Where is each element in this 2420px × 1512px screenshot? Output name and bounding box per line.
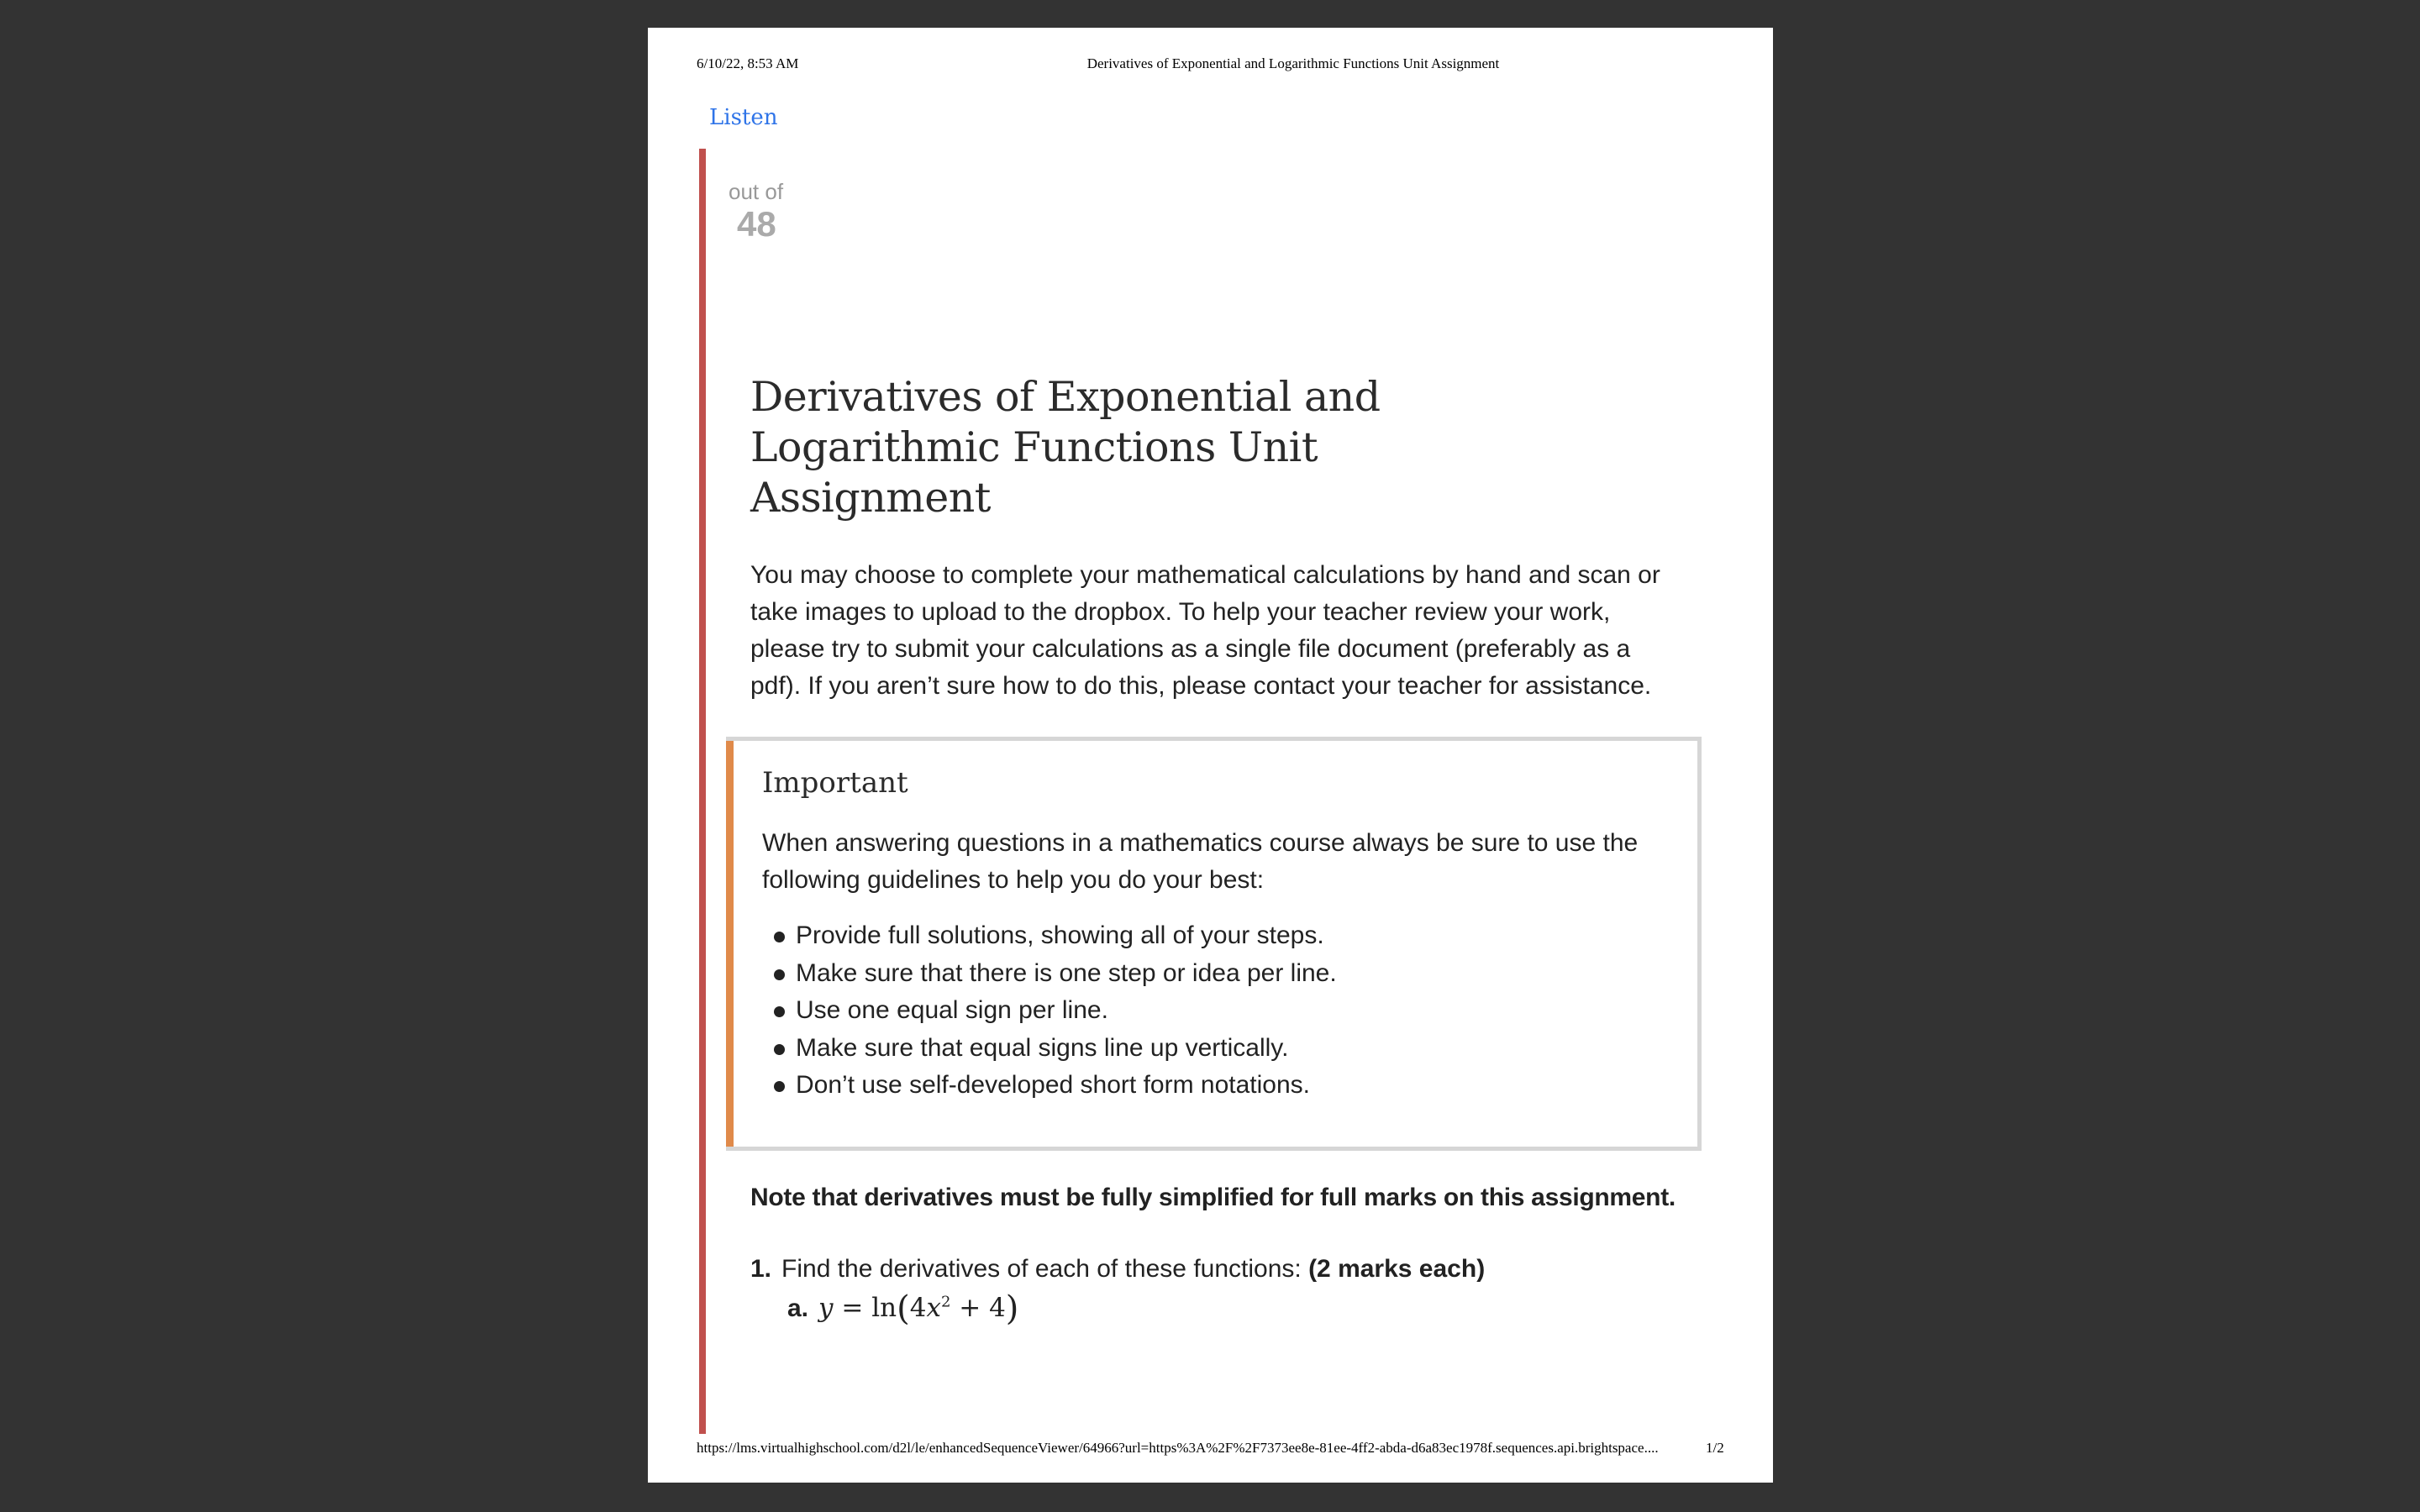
list-item: Use one equal sign per line. (762, 992, 1337, 1030)
bullet-icon (774, 1044, 785, 1055)
page-title (750, 372, 1381, 523)
part-label: a. (787, 1294, 809, 1322)
list-item: Don’t use self-developed short form notations. (762, 1067, 1337, 1105)
title-line: Logarithmic Functions Unit (750, 423, 1318, 471)
intro-paragraph: You may choose to complete your mathematical calculations by hand and scan or take images to upload to the dropbox. To help your teacher review your work, please try to submit your calculations as a single file document (preferably as a pdf). If you aren’t sure how to do this, please contact your teacher for assistance. (750, 561, 1660, 700)
list-item: Provide full solutions, showing all of your steps. (762, 917, 1337, 955)
question-marks: (2 marks each) (1308, 1255, 1486, 1283)
bullet-icon (774, 969, 785, 980)
title-line: Derivatives of Exponential and (750, 373, 1381, 421)
listen-link[interactable]: Listen (709, 105, 778, 130)
accent-bar (699, 149, 706, 1434)
important-callout (726, 737, 1702, 1151)
score-label: out of (729, 179, 784, 204)
bullet-icon (774, 1006, 785, 1017)
guidelines-list (762, 917, 1337, 1105)
bullet-icon (774, 1081, 785, 1092)
question-1 (750, 1255, 1485, 1284)
question-1a (787, 1289, 1018, 1328)
print-url: https://lms.virtualhighschool.com/d2l/le/enhancedSequenceViewer/64966?url=https%3A%2F%2F7373ee8e-81ee-4ff2-abda-d6a83ec1978f.sequences.api.brightspace.... (697, 1440, 1659, 1456)
print-datetime: 6/10/22, 8:53 AM (697, 55, 799, 71)
list-item: Make sure that there is one step or idea per line. (762, 955, 1337, 993)
score-value: 48 (737, 204, 776, 244)
print-title: Derivatives of Exponential and Logarithmic Functions Unit Assignment (1086, 55, 1500, 71)
callout-text: When answering questions in a mathematics course always be sure to use the following guidelines to help you do your best: (762, 829, 1639, 894)
document-page (648, 28, 1773, 1483)
question-text: Find the derivatives of each of these functions: (781, 1255, 1309, 1283)
math-expression: $y = \ln(4x^2 + 4)$ (818, 1289, 1019, 1328)
page-number: 1/2 (1706, 1440, 1724, 1456)
bullet-icon (774, 932, 785, 942)
list-item: Make sure that equal signs line up vertically. (762, 1030, 1337, 1068)
callout-heading: Important (762, 766, 908, 800)
callout-bar (726, 741, 734, 1147)
title-line: Assignment (750, 474, 991, 522)
question-number: 1. (750, 1255, 772, 1283)
simplify-note: Note that derivatives must be fully simplified for full marks on this assignment. (750, 1184, 1676, 1211)
